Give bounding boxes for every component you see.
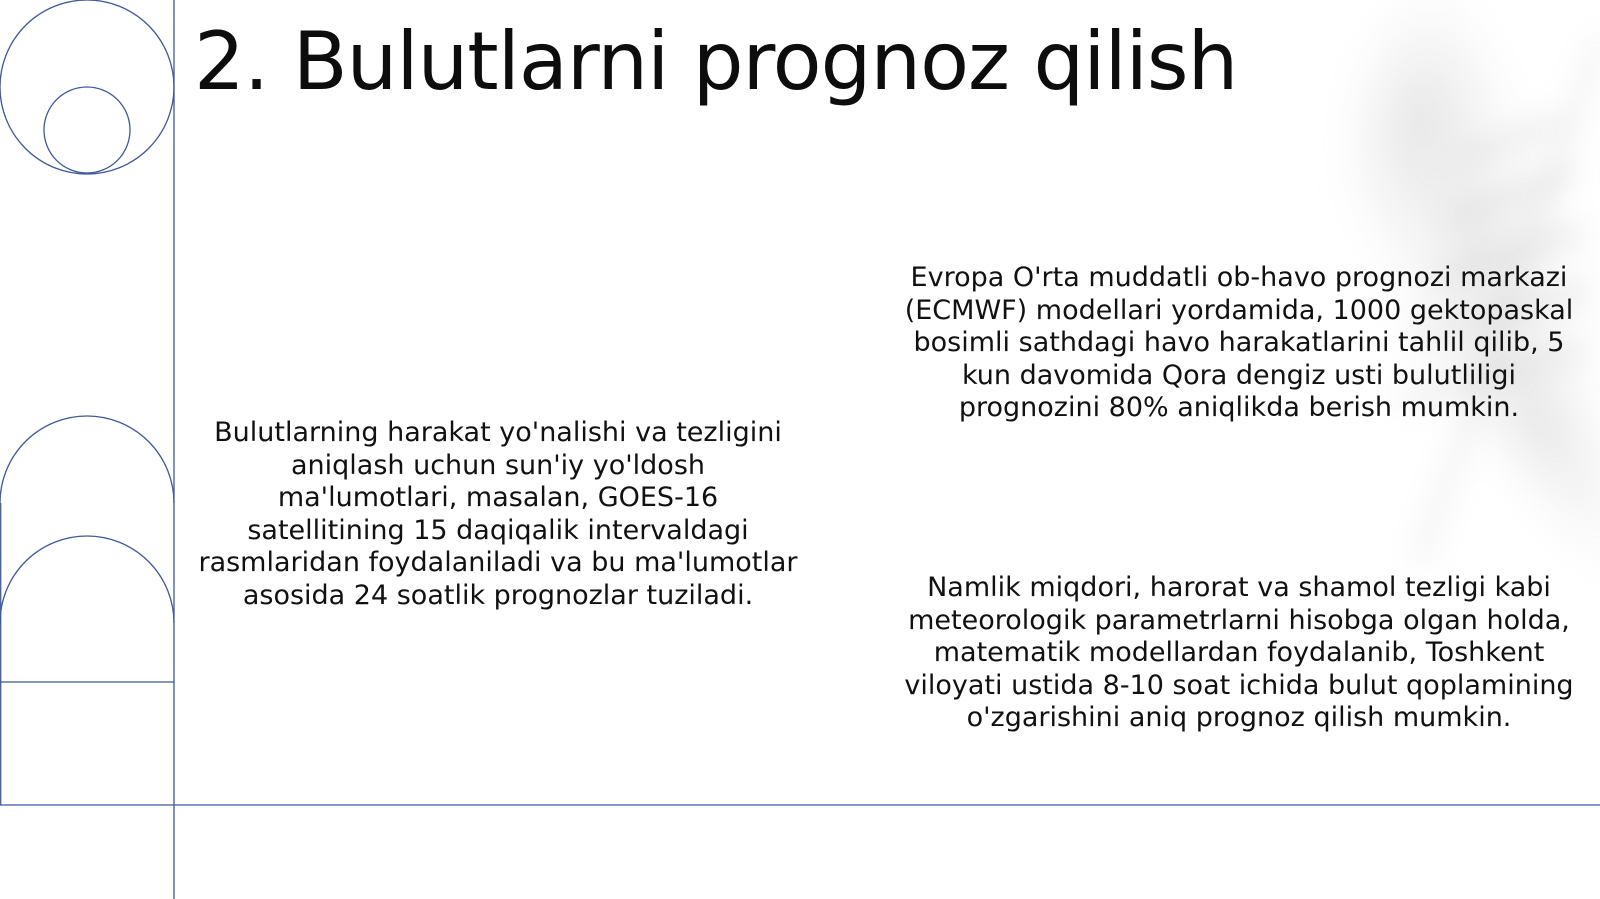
lower-arch-outline [0,536,174,623]
small-circle-outline [44,87,130,173]
paragraph-satellite-data: Bulutlarning harakat yo'nalishi va tezligini aniqlash uchun sun'iy yo'ldosh ma'lumotlari, masalan, GOES-16 satellitining 15 daqiqalik intervaldagi rasmlaridan foydalaniladi va bu ma'lumotlar asosida 24 soatlik prognozlar tuziladi. [198,417,798,611]
paragraph-mathematical-models: Namlik miqdori, harorat va shamol tezligi kabi meteorologik parametrlarni hisobga olgan holda, matematik modellardan foydalanib, Toshkent viloyati ustida 8-10 soat ichida bulut qoplamining o'zgarishini aniq prognoz qilish mumkin. [904,572,1574,733]
upper-arch-outline [0,416,174,503]
paragraph-ecmwf-models: Evropa O'rta muddatli ob-havo prognozi markazi (ECMWF) modellari yordamida, 1000 gektopaskal bosimli sathdagi havo harakatlarini tahlil qilib, 5 kun davomida Qora dengiz usti bulutliligi prognozini 80% aniqlikda berish mumkin. [904,262,1574,423]
slide-title: 2. Bulutlarni prognoz qilish [194,15,1238,108]
